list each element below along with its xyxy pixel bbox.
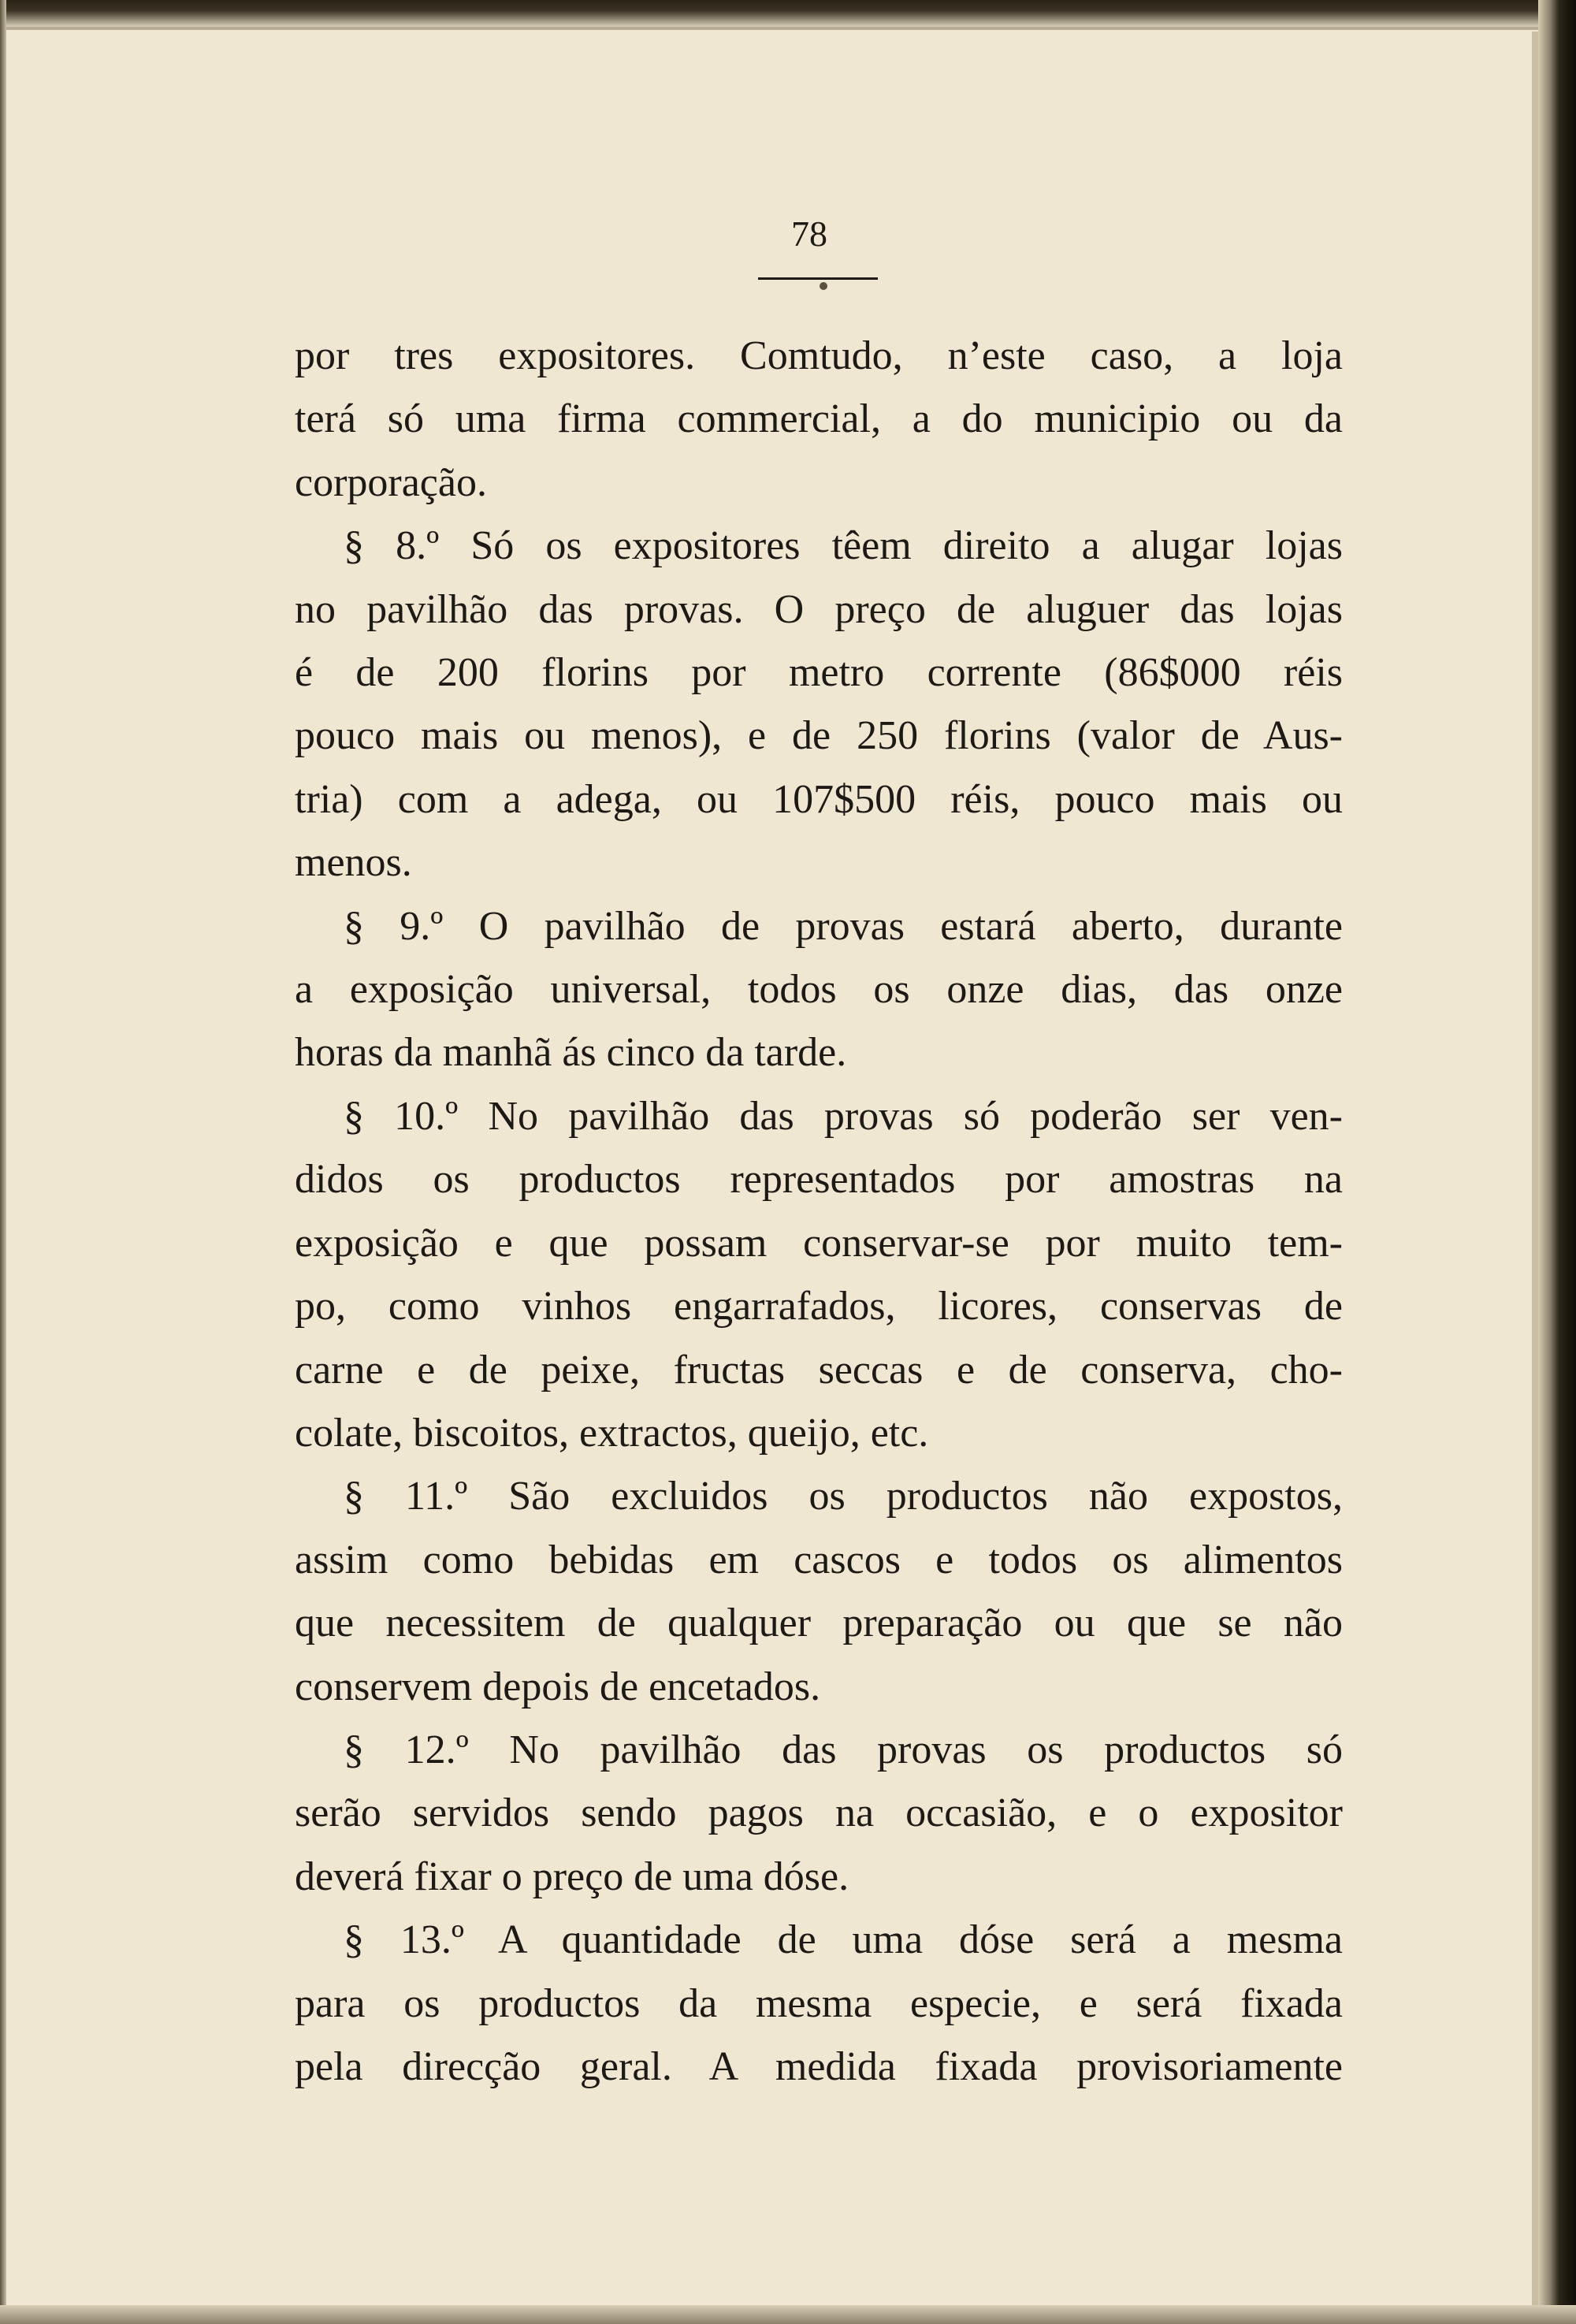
text-line: é de 200 florins por metro corrente (86$000 réis <box>295 650 1343 696</box>
ink-speck <box>820 282 827 290</box>
text-line: assim como bebidas em cascos e todos os alimentos <box>295 1537 1343 1582</box>
text-line: colate, biscoitos, extractos, queijo, etc. <box>295 1410 929 1456</box>
text-line: menos. <box>295 840 412 886</box>
page-number: 78 <box>791 214 827 254</box>
header-rule <box>758 277 878 280</box>
text-line: § 9.º O pavilhão de provas estará aberto, durante <box>344 903 1343 949</box>
text-line: que necessitem de qualquer preparação ou que se não <box>295 1601 1343 1646</box>
text-line: horas da manhã ás cinco da tarde. <box>295 1030 847 1076</box>
text-line: exposição e que possam conservar-se por muito tem- <box>295 1220 1343 1266</box>
text-line: § 8.º Só os expositores têem direito a alugar lojas <box>344 523 1343 569</box>
text-line: corporação. <box>295 459 487 505</box>
text-line: § 10.º No pavilhão das provas só poderão ser ven- <box>344 1093 1343 1139</box>
text-line: § 11.º São excluidos os productos não expostos, <box>344 1474 1343 1519</box>
book-binding-edge <box>1538 0 1576 2324</box>
text-line: conservem depois de encetados. <box>295 1664 821 1709</box>
text-line: deverá fixar o preço de uma dóse. <box>295 1854 849 1899</box>
text-line: terá só uma firma commercial, a do municipio ou da <box>295 396 1343 442</box>
text-line: § 12.º No pavilhão das provas os productos só <box>344 1727 1343 1772</box>
text-line: tria) com a adega, ou 107$500 réis, pouco mais ou <box>295 776 1343 822</box>
text-line: para os productos da mesma especie, e será fixada <box>295 1980 1343 2026</box>
page-bottom-edge <box>0 2305 1576 2324</box>
page-left-edge <box>0 0 6 2324</box>
text-line: § 13.º A quantidade de uma dóse será a mesma <box>344 1917 1343 1963</box>
page-top-edge <box>0 0 1576 27</box>
text-line: didos os productos representados por amostras na <box>295 1157 1343 1203</box>
text-line: pela direcção geral. A medida fixada provisoriamente <box>295 2043 1343 2089</box>
page-right-strip <box>1532 32 1538 2324</box>
text-line: a exposição universal, todos os onze dias, das onze <box>295 967 1343 1013</box>
text-line: por tres expositores. Comtudo, n’este caso, a loja <box>295 333 1343 378</box>
body-text <box>295 325 1343 2099</box>
text-line: po, como vinhos engarrafados, licores, conservas de <box>295 1284 1343 1329</box>
text-line: pouco mais ou menos), e de 250 florins (valor de Aus- <box>295 713 1343 759</box>
text-line: carne e de peixe, fructas seccas e de conserva, cho- <box>295 1347 1343 1393</box>
text-line: serão servidos sendo pagos na occasião, e o expositor <box>295 1790 1343 1836</box>
text-line: no pavilhão das provas. O preço de aluguer das lojas <box>295 586 1343 632</box>
page-top-rule <box>0 27 1544 30</box>
